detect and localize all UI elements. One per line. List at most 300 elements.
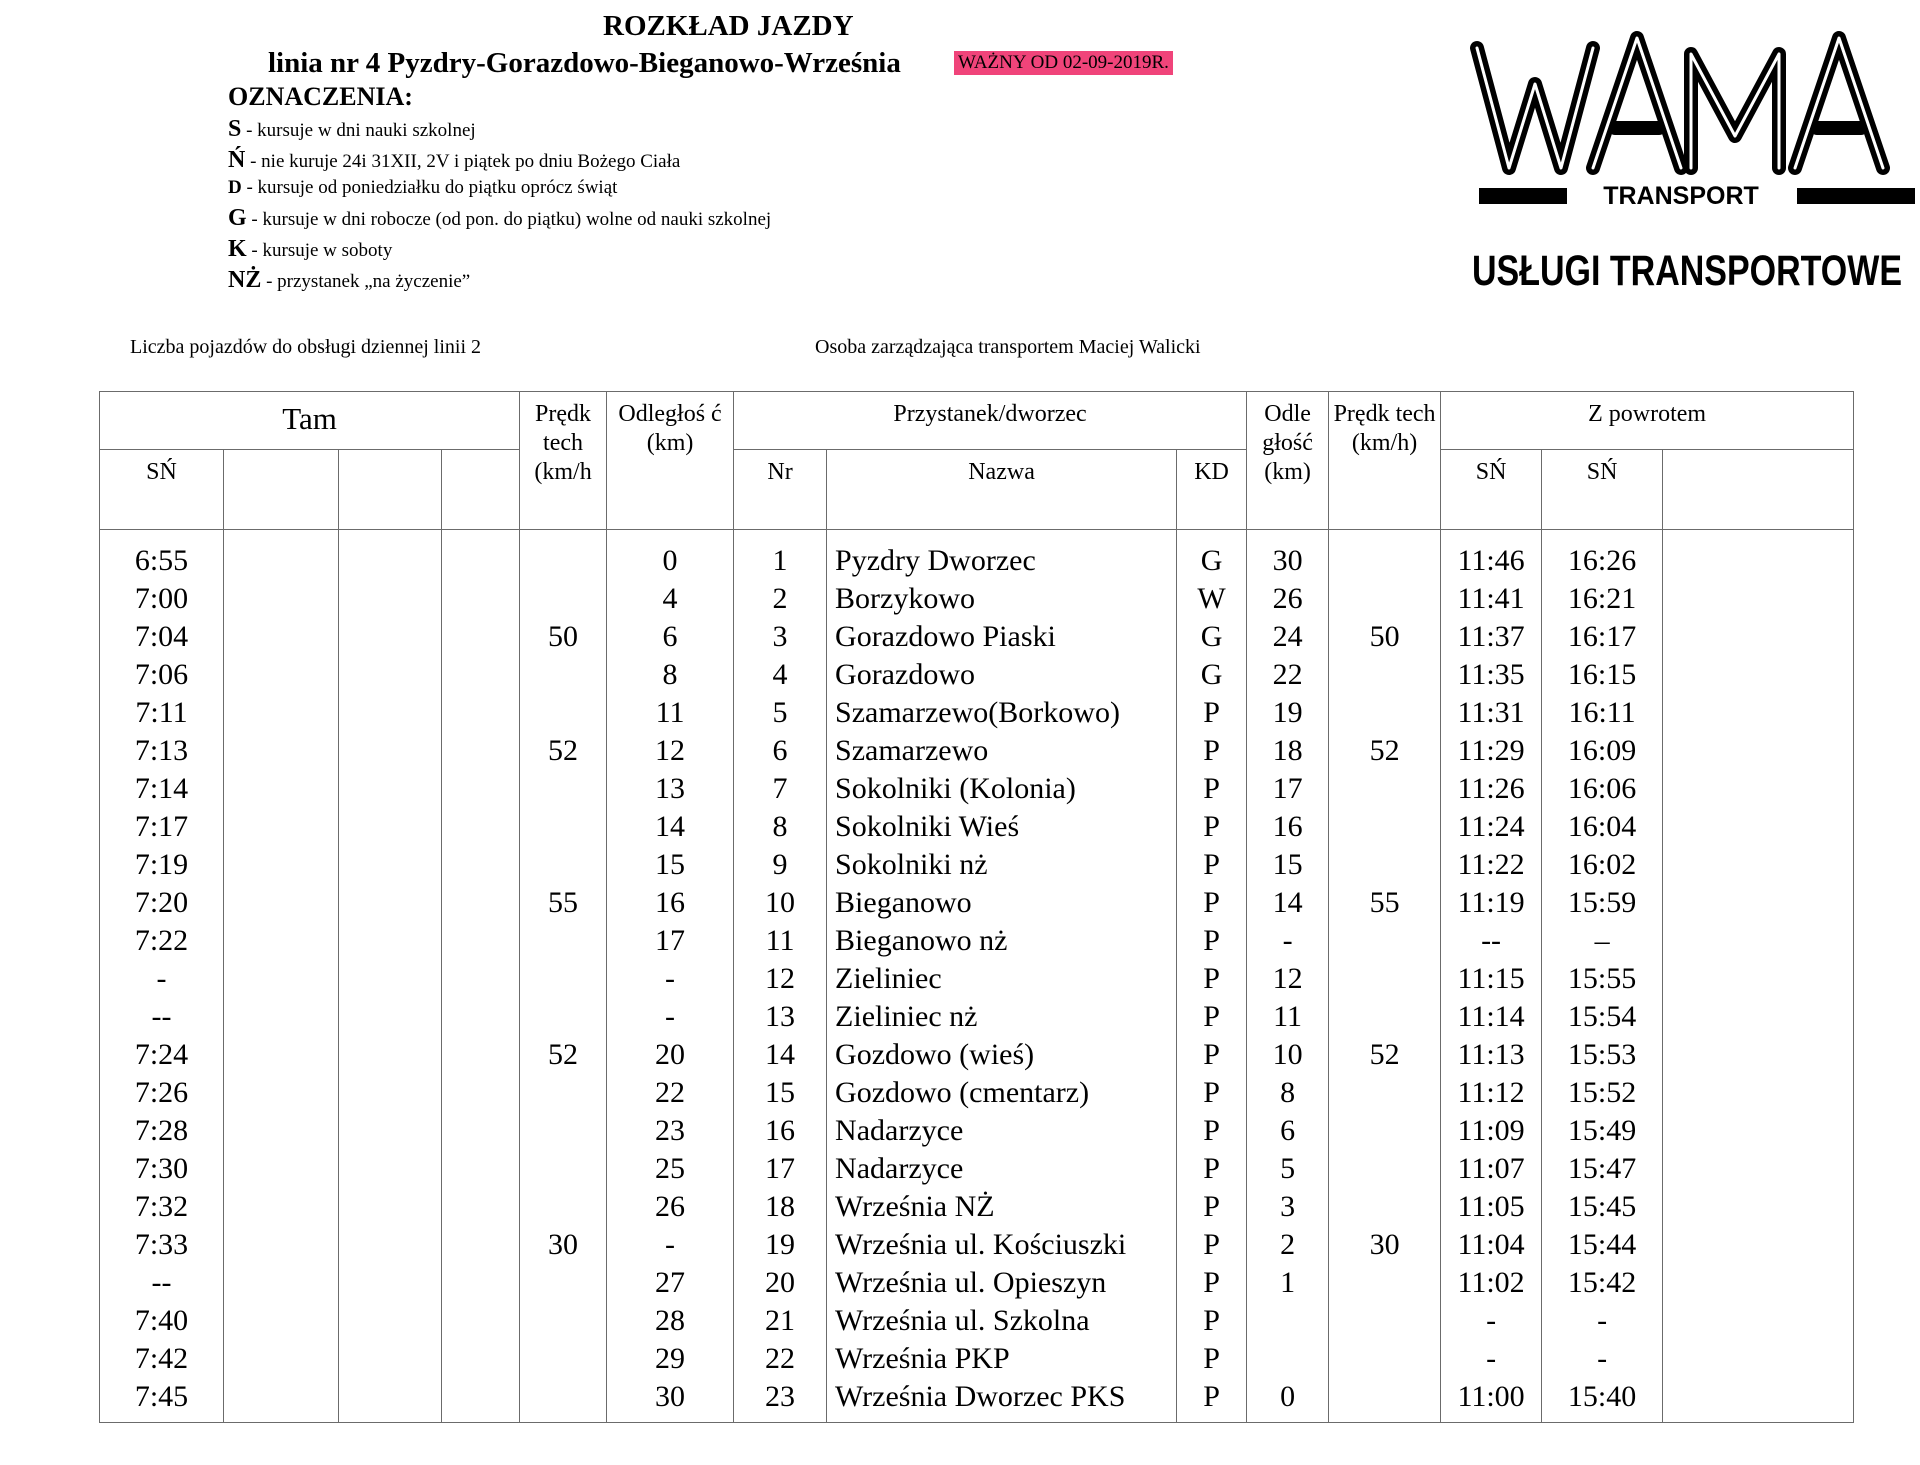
header-sn: SŃ xyxy=(1441,450,1542,530)
table-row xyxy=(100,808,1854,846)
legend-item-n xyxy=(228,147,680,174)
empty-cell xyxy=(224,1112,339,1150)
empty-cell xyxy=(1663,846,1854,884)
stop-name: Nadarzyce xyxy=(827,1112,1177,1150)
empty-cell xyxy=(224,694,339,732)
empty-cell xyxy=(339,1074,442,1112)
departure-return-2: – xyxy=(1542,922,1663,960)
stop-number: 2 xyxy=(734,580,827,618)
speed-outbound xyxy=(520,694,607,732)
table-row xyxy=(100,1226,1854,1264)
empty-cell xyxy=(1663,542,1854,580)
speed-return xyxy=(1329,1340,1441,1378)
table-row xyxy=(100,1264,1854,1302)
speed-outbound xyxy=(520,1112,607,1150)
empty-cell xyxy=(224,846,339,884)
header-outbound: Tam xyxy=(100,392,520,450)
spacer-cell xyxy=(827,530,1177,543)
line-name: linia nr 4 Pyzdry-Gorazdowo-Bieganowo-Września xyxy=(268,47,901,79)
empty-cell xyxy=(442,1302,520,1340)
empty-cell xyxy=(339,618,442,656)
speed-outbound xyxy=(520,846,607,884)
empty-cell xyxy=(1663,1226,1854,1264)
empty-cell xyxy=(339,1378,442,1423)
stop-name: Szamarzewo(Borkowo) xyxy=(827,694,1177,732)
header-nr: Nr xyxy=(734,450,827,530)
distance-return: 30 xyxy=(1247,542,1329,580)
stop-name: Borzykowo xyxy=(827,580,1177,618)
header-stop: Przystanek/dworzec xyxy=(734,392,1247,450)
speed-return xyxy=(1329,922,1441,960)
logo-tagline: USŁUGI TRANSPORTOWE xyxy=(1472,247,1902,295)
table-row xyxy=(100,694,1854,732)
empty-cell xyxy=(1663,694,1854,732)
empty-cell xyxy=(224,732,339,770)
departure-return-1: 11:09 xyxy=(1441,1112,1542,1150)
empty-cell xyxy=(339,1226,442,1264)
header-empty xyxy=(339,450,442,530)
spacer-row xyxy=(100,530,1854,543)
stop-kd: P xyxy=(1177,1074,1247,1112)
empty-cell xyxy=(442,1378,520,1423)
departure-outbound: 7:20 xyxy=(100,884,224,922)
distance-outbound: 4 xyxy=(607,580,734,618)
departure-return-1: - xyxy=(1441,1302,1542,1340)
stop-name: Września ul. Opieszyn xyxy=(827,1264,1177,1302)
validity-badge: WAŻNY OD 02-09-2019R. xyxy=(954,51,1173,75)
departure-return-2: 15:53 xyxy=(1542,1036,1663,1074)
speed-return xyxy=(1329,998,1441,1036)
departure-return-1: 11:13 xyxy=(1441,1036,1542,1074)
stop-name: Zieliniec nż xyxy=(827,998,1177,1036)
empty-cell xyxy=(339,732,442,770)
distance-return: 24 xyxy=(1247,618,1329,656)
empty-cell xyxy=(339,1340,442,1378)
distance-return: 5 xyxy=(1247,1150,1329,1188)
stop-number: 1 xyxy=(734,542,827,580)
departure-return-2: 16:06 xyxy=(1542,770,1663,808)
departure-outbound: 7:04 xyxy=(100,618,224,656)
distance-outbound: 11 xyxy=(607,694,734,732)
departure-return-1: - xyxy=(1441,1340,1542,1378)
table-row xyxy=(100,998,1854,1036)
table-row xyxy=(100,1036,1854,1074)
legend-code: G xyxy=(228,205,247,231)
distance-outbound: 0 xyxy=(607,542,734,580)
legend-code: Ń xyxy=(228,147,246,173)
table-row xyxy=(100,656,1854,694)
speed-outbound: 52 xyxy=(520,1036,607,1074)
stop-number: 15 xyxy=(734,1074,827,1112)
stop-name: Sokolniki (Kolonia) xyxy=(827,770,1177,808)
table-row xyxy=(100,1112,1854,1150)
departure-return-1: 11:46 xyxy=(1441,542,1542,580)
distance-outbound: 29 xyxy=(607,1340,734,1378)
speed-return xyxy=(1329,1302,1441,1340)
legend-item-nz xyxy=(228,267,470,294)
distance-return: 2 xyxy=(1247,1226,1329,1264)
empty-cell xyxy=(442,542,520,580)
stop-number: 4 xyxy=(734,656,827,694)
stop-kd: G xyxy=(1177,656,1247,694)
departure-outbound: 7:28 xyxy=(100,1112,224,1150)
distance-outbound: 27 xyxy=(607,1264,734,1302)
departure-return-2: 15:49 xyxy=(1542,1112,1663,1150)
empty-cell xyxy=(339,922,442,960)
legend-text: - nie kuruje 24i 31XII, 2V i piątek po dniu Bożego Ciała xyxy=(245,151,681,172)
table-row xyxy=(100,618,1854,656)
empty-cell xyxy=(442,1188,520,1226)
empty-cell xyxy=(442,770,520,808)
speed-outbound xyxy=(520,1340,607,1378)
empty-cell xyxy=(1663,998,1854,1036)
stop-kd: G xyxy=(1177,542,1247,580)
departure-outbound: 7:42 xyxy=(100,1340,224,1378)
empty-cell xyxy=(224,1340,339,1378)
empty-cell xyxy=(442,922,520,960)
stop-kd: P xyxy=(1177,808,1247,846)
departure-return-1: 11:14 xyxy=(1441,998,1542,1036)
empty-cell xyxy=(442,580,520,618)
stop-kd: P xyxy=(1177,1036,1247,1074)
empty-cell xyxy=(442,1226,520,1264)
table-row xyxy=(100,846,1854,884)
speed-return xyxy=(1329,960,1441,998)
departure-outbound: 7:26 xyxy=(100,1074,224,1112)
empty-cell xyxy=(1663,808,1854,846)
table-row xyxy=(100,1150,1854,1188)
legend-text: - kursuje od poniedziałku do piątku oprócz świąt xyxy=(241,177,618,198)
departure-return-1: 11:35 xyxy=(1441,656,1542,694)
stop-kd: P xyxy=(1177,770,1247,808)
stop-kd: P xyxy=(1177,732,1247,770)
speed-outbound: 52 xyxy=(520,732,607,770)
empty-cell xyxy=(339,960,442,998)
legend-text: - kursuje w dni robocze (od pon. do piątku) wolne od nauki szkolnej xyxy=(246,209,772,230)
spacer-cell xyxy=(1542,530,1663,543)
stop-kd: G xyxy=(1177,618,1247,656)
legend-item-s xyxy=(228,116,476,143)
speed-outbound xyxy=(520,656,607,694)
distance-outbound: 6 xyxy=(607,618,734,656)
departure-outbound: -- xyxy=(100,1264,224,1302)
table-row xyxy=(100,1188,1854,1226)
departure-outbound: 7:33 xyxy=(100,1226,224,1264)
stop-name: Gorazdowo Piaski xyxy=(827,618,1177,656)
speed-outbound xyxy=(520,580,607,618)
speed-outbound xyxy=(520,770,607,808)
speed-return xyxy=(1329,656,1441,694)
spacer-cell xyxy=(339,530,442,543)
distance-return: 10 xyxy=(1247,1036,1329,1074)
empty-cell xyxy=(224,542,339,580)
departure-outbound: - xyxy=(100,960,224,998)
speed-return: 50 xyxy=(1329,618,1441,656)
empty-cell xyxy=(339,1264,442,1302)
departure-return-2: 15:55 xyxy=(1542,960,1663,998)
empty-cell xyxy=(1663,1264,1854,1302)
departure-return-1: 11:15 xyxy=(1441,960,1542,998)
stop-kd: P xyxy=(1177,1378,1247,1423)
departure-outbound: 7:22 xyxy=(100,922,224,960)
departure-return-2: 16:26 xyxy=(1542,542,1663,580)
empty-cell xyxy=(224,1264,339,1302)
distance-outbound: 23 xyxy=(607,1112,734,1150)
speed-outbound xyxy=(520,808,607,846)
legend-code: K xyxy=(228,236,247,262)
distance-outbound: 30 xyxy=(607,1378,734,1423)
empty-cell xyxy=(339,694,442,732)
distance-outbound: 22 xyxy=(607,1074,734,1112)
legend-code: D xyxy=(228,177,242,198)
empty-cell xyxy=(224,1074,339,1112)
speed-outbound xyxy=(520,998,607,1036)
timetable-body xyxy=(100,530,1854,1423)
departure-return-1: 11:00 xyxy=(1441,1378,1542,1423)
departure-outbound: 7:32 xyxy=(100,1188,224,1226)
spacer-cell xyxy=(442,530,520,543)
empty-cell xyxy=(1663,1302,1854,1340)
distance-return: 15 xyxy=(1247,846,1329,884)
departure-return-1: 11:07 xyxy=(1441,1150,1542,1188)
empty-cell xyxy=(224,998,339,1036)
distance-return: 22 xyxy=(1247,656,1329,694)
empty-cell xyxy=(224,1378,339,1423)
stop-number: 21 xyxy=(734,1302,827,1340)
stop-kd: P xyxy=(1177,1150,1247,1188)
speed-return xyxy=(1329,846,1441,884)
table-row xyxy=(100,1340,1854,1378)
distance-return: - xyxy=(1247,922,1329,960)
empty-cell xyxy=(1663,732,1854,770)
empty-cell xyxy=(1663,960,1854,998)
stop-name: Sokolniki nż xyxy=(827,846,1177,884)
speed-outbound xyxy=(520,922,607,960)
empty-cell xyxy=(442,732,520,770)
departure-outbound: 7:14 xyxy=(100,770,224,808)
distance-return: 16 xyxy=(1247,808,1329,846)
header-empty xyxy=(224,450,339,530)
speed-outbound xyxy=(520,1302,607,1340)
spacer-cell xyxy=(734,530,827,543)
header-sn: SŃ xyxy=(1542,450,1663,530)
spacer-cell xyxy=(1663,530,1854,543)
stop-name: Września ul. Kościuszki xyxy=(827,1226,1177,1264)
header-speed-back: Prędk tech (km/h) xyxy=(1329,392,1441,530)
distance-return: 18 xyxy=(1247,732,1329,770)
table-row xyxy=(100,732,1854,770)
empty-cell xyxy=(224,1226,339,1264)
departure-outbound: 7:11 xyxy=(100,694,224,732)
empty-cell xyxy=(224,960,339,998)
header-kd: KD xyxy=(1177,450,1247,530)
stop-name: Września NŻ xyxy=(827,1188,1177,1226)
speed-return xyxy=(1329,542,1441,580)
departure-return-1: 11:19 xyxy=(1441,884,1542,922)
departure-return-2: 15:44 xyxy=(1542,1226,1663,1264)
legend-code: NŻ xyxy=(228,267,262,293)
legend-code: S xyxy=(228,116,242,142)
empty-cell xyxy=(442,694,520,732)
speed-outbound xyxy=(520,542,607,580)
distance-return: 12 xyxy=(1247,960,1329,998)
table-row xyxy=(100,960,1854,998)
speed-outbound xyxy=(520,1264,607,1302)
departure-return-2: 15:40 xyxy=(1542,1378,1663,1423)
speed-outbound xyxy=(520,1150,607,1188)
distance-outbound: 12 xyxy=(607,732,734,770)
departure-return-2: 16:21 xyxy=(1542,580,1663,618)
empty-cell xyxy=(442,1036,520,1074)
empty-cell xyxy=(224,1036,339,1074)
distance-outbound: 16 xyxy=(607,884,734,922)
distance-outbound: 25 xyxy=(607,1150,734,1188)
distance-return: 0 xyxy=(1247,1378,1329,1423)
empty-cell xyxy=(224,1302,339,1340)
distance-outbound: - xyxy=(607,960,734,998)
speed-return xyxy=(1329,1378,1441,1423)
empty-cell xyxy=(1663,580,1854,618)
stop-name: Nadarzyce xyxy=(827,1150,1177,1188)
departure-return-1: 11:31 xyxy=(1441,694,1542,732)
empty-cell xyxy=(339,542,442,580)
stop-number: 13 xyxy=(734,998,827,1036)
departure-return-2: 15:42 xyxy=(1542,1264,1663,1302)
departure-return-2: 16:11 xyxy=(1542,694,1663,732)
page-title: ROZKŁAD JAZDY xyxy=(603,10,854,42)
empty-cell xyxy=(1663,884,1854,922)
departure-return-2: 16:09 xyxy=(1542,732,1663,770)
header-name: Nazwa xyxy=(827,450,1177,530)
header-distance: Odległoś ć (km) xyxy=(607,392,734,530)
stop-kd: P xyxy=(1177,922,1247,960)
speed-return xyxy=(1329,1112,1441,1150)
spacer-cell xyxy=(1441,530,1542,543)
legend-text: - przystanek „na życzenie” xyxy=(261,271,471,292)
stop-number: 6 xyxy=(734,732,827,770)
stop-number: 8 xyxy=(734,808,827,846)
empty-cell xyxy=(339,1112,442,1150)
table-row xyxy=(100,542,1854,580)
distance-return xyxy=(1247,1340,1329,1378)
stop-kd: P xyxy=(1177,998,1247,1036)
stop-kd: P xyxy=(1177,884,1247,922)
table-row xyxy=(100,580,1854,618)
empty-cell xyxy=(339,1302,442,1340)
stop-name: Pyzdry Dworzec xyxy=(827,542,1177,580)
distance-return xyxy=(1247,1302,1329,1340)
empty-cell xyxy=(224,884,339,922)
legend-item-k xyxy=(228,236,392,263)
empty-cell xyxy=(224,656,339,694)
stop-name: Gozdowo (wieś) xyxy=(827,1036,1177,1074)
departure-return-2: 15:52 xyxy=(1542,1074,1663,1112)
speed-return: 52 xyxy=(1329,732,1441,770)
departure-return-2: 15:45 xyxy=(1542,1188,1663,1226)
speed-return xyxy=(1329,1074,1441,1112)
departure-outbound: 7:24 xyxy=(100,1036,224,1074)
distance-return: 14 xyxy=(1247,884,1329,922)
spacer-cell xyxy=(1177,530,1247,543)
stop-kd: P xyxy=(1177,1226,1247,1264)
stop-number: 11 xyxy=(734,922,827,960)
empty-cell xyxy=(1663,1340,1854,1378)
departure-outbound: 7:40 xyxy=(100,1302,224,1340)
stop-kd: P xyxy=(1177,846,1247,884)
legend-title: OZNACZENIA: xyxy=(228,82,413,111)
distance-outbound: - xyxy=(607,1226,734,1264)
departure-return-1: 11:02 xyxy=(1441,1264,1542,1302)
speed-return xyxy=(1329,1264,1441,1302)
header-empty xyxy=(442,450,520,530)
empty-cell xyxy=(1663,656,1854,694)
distance-outbound: 28 xyxy=(607,1302,734,1340)
departure-return-2: 15:47 xyxy=(1542,1150,1663,1188)
empty-cell xyxy=(224,1150,339,1188)
empty-cell xyxy=(1663,1036,1854,1074)
departure-return-1: 11:04 xyxy=(1441,1226,1542,1264)
departure-outbound: 7:30 xyxy=(100,1150,224,1188)
stop-kd: P xyxy=(1177,1302,1247,1340)
empty-cell xyxy=(224,618,339,656)
empty-cell xyxy=(224,580,339,618)
spacer-cell xyxy=(224,530,339,543)
departure-return-1: 11:26 xyxy=(1441,770,1542,808)
header-sn: SŃ xyxy=(100,450,224,530)
departure-return-2: - xyxy=(1542,1340,1663,1378)
distance-outbound: 14 xyxy=(607,808,734,846)
empty-cell xyxy=(1663,1378,1854,1423)
stop-kd: P xyxy=(1177,1188,1247,1226)
empty-cell xyxy=(442,656,520,694)
departure-return-1: 11:41 xyxy=(1441,580,1542,618)
header-return: Z powrotem xyxy=(1441,392,1854,450)
spacer-cell xyxy=(607,530,734,543)
empty-cell xyxy=(339,580,442,618)
departure-outbound: 7:17 xyxy=(100,808,224,846)
speed-outbound xyxy=(520,960,607,998)
stop-kd: P xyxy=(1177,694,1247,732)
stop-name: Sokolniki Wieś xyxy=(827,808,1177,846)
distance-return: 6 xyxy=(1247,1112,1329,1150)
empty-cell xyxy=(339,656,442,694)
empty-cell xyxy=(224,922,339,960)
departure-return-2: 16:04 xyxy=(1542,808,1663,846)
spacer-cell xyxy=(1329,530,1441,543)
table-row xyxy=(100,770,1854,808)
stop-number: 10 xyxy=(734,884,827,922)
distance-return: 26 xyxy=(1247,580,1329,618)
distance-outbound: 8 xyxy=(607,656,734,694)
distance-outbound: 13 xyxy=(607,770,734,808)
speed-return: 52 xyxy=(1329,1036,1441,1074)
empty-cell xyxy=(1663,770,1854,808)
distance-outbound: 17 xyxy=(607,922,734,960)
departure-outbound: 6:55 xyxy=(100,542,224,580)
departure-return-1: 11:29 xyxy=(1441,732,1542,770)
departure-outbound: -- xyxy=(100,998,224,1036)
speed-return xyxy=(1329,580,1441,618)
stop-kd: P xyxy=(1177,960,1247,998)
empty-cell xyxy=(339,998,442,1036)
empty-cell xyxy=(224,808,339,846)
stop-number: 23 xyxy=(734,1378,827,1423)
speed-outbound xyxy=(520,1074,607,1112)
distance-return: 3 xyxy=(1247,1188,1329,1226)
empty-cell xyxy=(442,1340,520,1378)
departure-outbound: 7:45 xyxy=(100,1378,224,1423)
legend-item-d xyxy=(228,177,617,199)
